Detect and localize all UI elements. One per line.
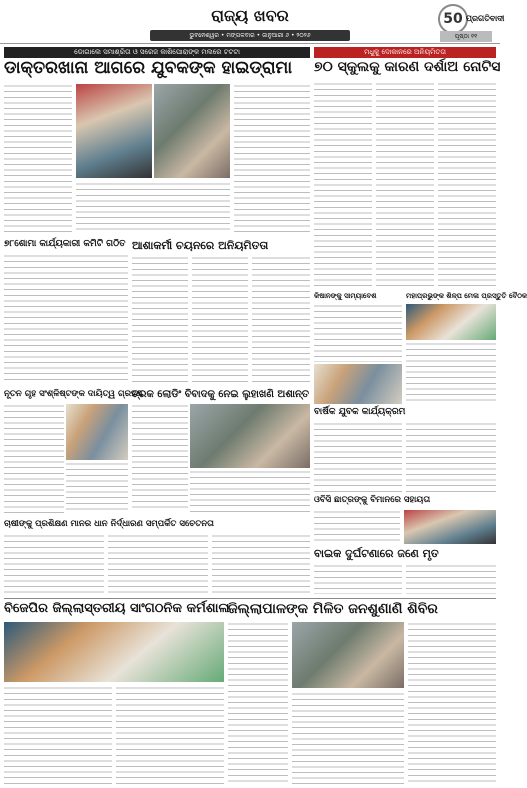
new-block-text xyxy=(4,404,64,514)
lead-photo-2 xyxy=(154,84,230,178)
headline-collector: ଜିଲ୍ଲାପାଳଙ୍କ ମିଳିତ ଜନଶୁଣାଣି ଶିବିର xyxy=(228,601,438,617)
dateline: ଭୁବନେଶ୍ୱର • ମଙ୍ଗଳବାର • ଜାନୁଆରୀ ୬ • ୨୦୨୬ xyxy=(150,30,350,41)
bike-text2 xyxy=(406,564,496,594)
kishan-photo xyxy=(314,364,402,404)
lead-caption xyxy=(76,182,230,234)
anniversary-logo-icon: 50 xyxy=(438,4,468,34)
headline-obc: ଓବିସି ଛାତ୍ରଙ୍କୁ ବିମାନରେ ସହାୟତା xyxy=(314,495,431,505)
newspaper-brand: ପ୍ରଗତିବାଦୀ xyxy=(466,14,505,23)
headline-asha: ଆଶାକର୍ମୀ ଚୟନରେ ଅନିୟମିତତା xyxy=(132,239,269,252)
mahaprabhu-photo xyxy=(406,304,496,340)
section-title: ରାଜ୍ୟ ଖବର xyxy=(211,6,289,25)
truck-photo xyxy=(190,404,310,468)
headline-new-block: ନୂତନ ଗୃହ ସଂଶ୍ଳିଷ୍ଟଙ୍କ ଦାୟିତ୍ୱ ଗ୍ରହଣ xyxy=(4,389,143,399)
collector-col3 xyxy=(408,622,496,784)
truck-text xyxy=(132,404,188,512)
kishan-text xyxy=(314,304,402,362)
collector-col1 xyxy=(228,622,288,784)
annual-text1 xyxy=(314,422,402,492)
truck-text2 xyxy=(190,470,310,512)
asha-col2 xyxy=(192,256,248,384)
bjp-col2 xyxy=(116,686,224,784)
right-kicker: ମଧୁକୁ ଦୋକାନରେ ଅନିୟମିତତା xyxy=(314,47,496,58)
headline-bike: ବାଇକ ଦୁର୍ଘଟଣାରେ ଜଣେ ମୃତ xyxy=(314,547,439,560)
lead-text-col3 xyxy=(234,84,310,234)
lead-kicker: ଡୋଗାଲେ ସମାଶ୍ରିତା ଓ ସରେଜ କାଶିପୋରାଙ୍କ ମଲରେ ଟଟଟା xyxy=(4,47,310,58)
mahaprabhu-text xyxy=(406,342,496,404)
headline-kishan: କିଷାନଙ୍କୁ ସାମ୍ୟାବେଶ xyxy=(314,291,377,300)
collector-col2 xyxy=(292,692,404,784)
lead-text-col1 xyxy=(4,84,72,234)
headline-farmer: ଚାଷୀଙ୍କୁ ପ୍ରଶିକ୍ଷଣ ମାନର ଧାନ ନିର୍ଦ୍ଧାରଣ ସମ୍ପର୍କିତ ସଚେତନତା xyxy=(4,519,214,529)
section-divider xyxy=(4,598,496,599)
new-block-text2 xyxy=(66,462,128,514)
headline-mahaprabhu: ମହାପ୍ରଭୁଙ୍କ ଶିଳ୍ପ ମେଳା ପ୍ରସ୍ତୁତି ବୈଠକ xyxy=(406,291,527,300)
collector-photo xyxy=(292,622,404,688)
new-block-photo xyxy=(66,404,128,460)
obc-text xyxy=(314,510,400,544)
asha-col3 xyxy=(252,256,310,384)
right-col2 xyxy=(376,82,434,288)
bike-text1 xyxy=(314,564,402,594)
headline-bjp: ବିଜେପିର ଜିଲ୍ଲାସ୍ତରୀୟ ସାଂଗଠନିକ କର୍ମଶାଳା xyxy=(4,601,230,616)
farmer-col3 xyxy=(212,534,310,594)
farmer-col1 xyxy=(4,534,104,594)
right-col1 xyxy=(314,82,372,288)
obc-photo xyxy=(404,510,496,544)
bjp-photo xyxy=(4,622,224,682)
page-number: ପୃଷ୍ଠା ୧୧ xyxy=(440,31,492,42)
right-headline: ୭୦ ସ୍କୁଲକୁ କାରଣ ଦର୍ଶାଅ ନୋଟିସ xyxy=(314,59,501,75)
right-col3 xyxy=(438,82,496,288)
annual-text2 xyxy=(406,422,496,492)
story-78-text xyxy=(4,254,128,384)
headline-78-committee: ୭୮ଶୋମା କାର୍ଯ୍ୟକାରୀ କମିଟି ଗଠିତ xyxy=(4,239,126,249)
headline-truck: ଟ୍ରକ ଲୋଡିଂ ବିବାଦକୁ ନେଇ ଲୁହାଖଣି ଅଶାନ୍ତ xyxy=(132,389,310,400)
lead-photo-1 xyxy=(76,84,152,178)
lead-headline: ଡାକ୍ତରଖାନା ଆଗରେ ଯୁବକଙ୍କ ହାଇଡ୍ରାମା xyxy=(4,58,293,78)
farmer-col2 xyxy=(108,534,208,594)
headline-annual: ବାର୍ଷିକ ଯୁବକ କାର୍ଯ୍ୟକ୍ରମ xyxy=(314,407,406,417)
bjp-col1 xyxy=(4,686,112,784)
asha-col1 xyxy=(132,256,188,384)
